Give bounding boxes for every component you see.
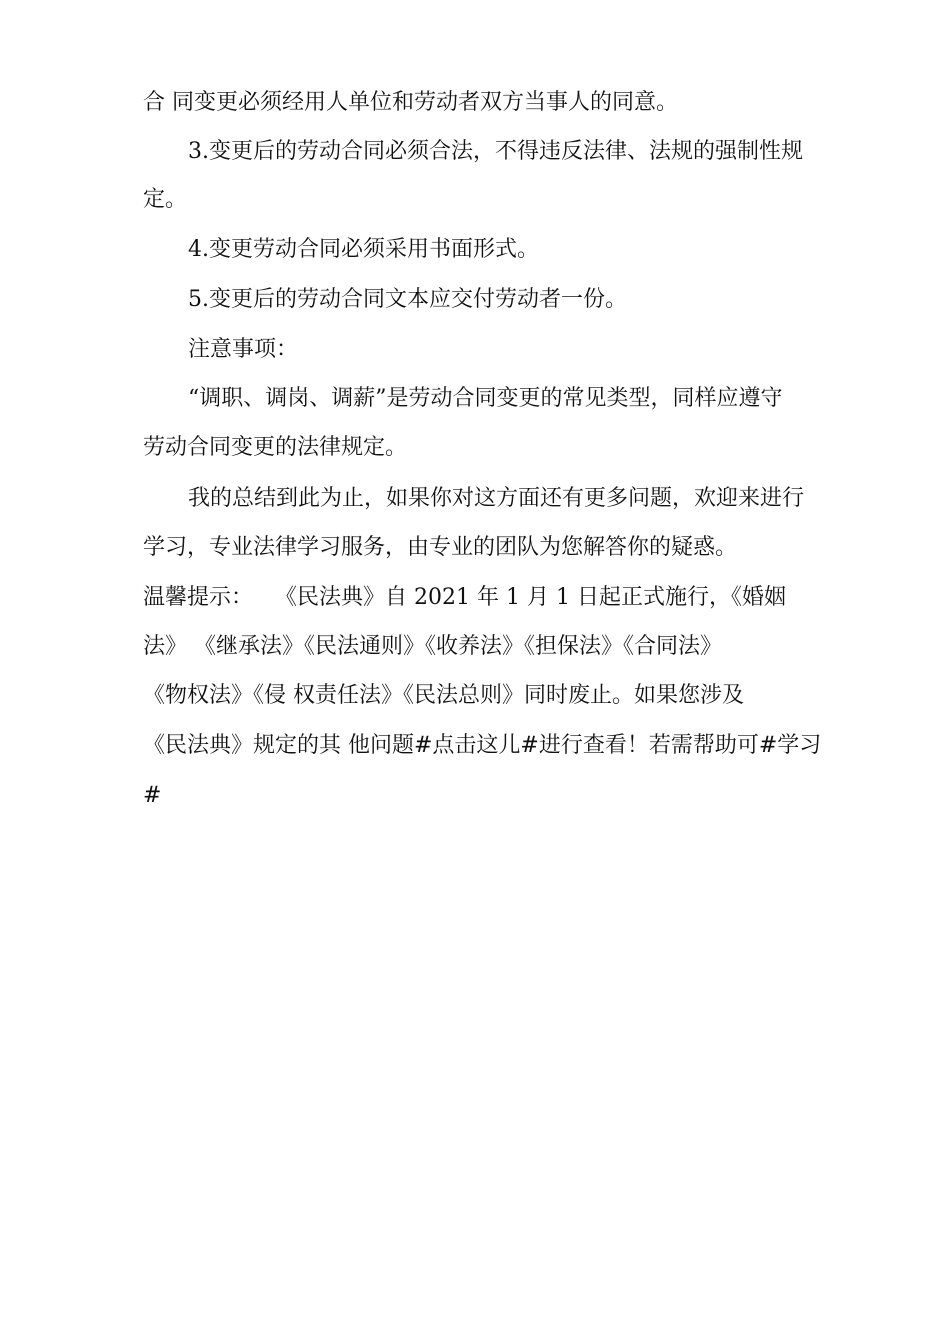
paragraph-notes-line-1: “调职、调岗、调薪”是劳动合同变更的常见类型，同样应遵守 [188, 386, 783, 411]
notice-line-5: # [143, 783, 162, 808]
paragraph-notes-line-2: 劳动合同变更的法律规定。 [143, 435, 408, 460]
notes-heading: 注意事项： [188, 337, 299, 362]
notice-line-1: 温馨提示： 《民法典》自 2021 年 1 月 1 日起正式施行，《婚姻 [143, 585, 786, 610]
paragraph-item-3-line-1: 3.变更后的劳动合同必须合法，不得违反法律、法规的强制性规 [188, 139, 803, 164]
notice-line-2: 法》 《继承法》《民法通则》《收养法》《担保法》《合同法》 [143, 634, 722, 659]
paragraph-item-4-line-1: 4.变更劳动合同必须采用书面形式。 [188, 237, 539, 262]
paragraph-summary-line-1: 我的总结到此为止，如果你对这方面还有更多问题，欢迎来进行 [188, 486, 805, 511]
notice-line-3: 《物权法》《侵 权责任法》《民法总则》同时废止。如果您涉及 [143, 683, 744, 708]
paragraph-item-5-line-1: 5.变更后的劳动合同文本应交付劳动者一份。 [188, 287, 627, 312]
paragraph-consent-line-1: 合 同变更必须经用人单位和劳动者双方当事人的同意。 [143, 90, 678, 115]
paragraph-item-3-line-2: 定。 [143, 187, 188, 212]
notice-line-4: 《民法典》规定的其 他问题#点击这儿#进行查看！若需帮助可#学习 [143, 733, 822, 758]
paragraph-summary-line-2: 学习，专业法律学习服务，由专业的团队为您解答你的疑惑。 [143, 535, 738, 560]
